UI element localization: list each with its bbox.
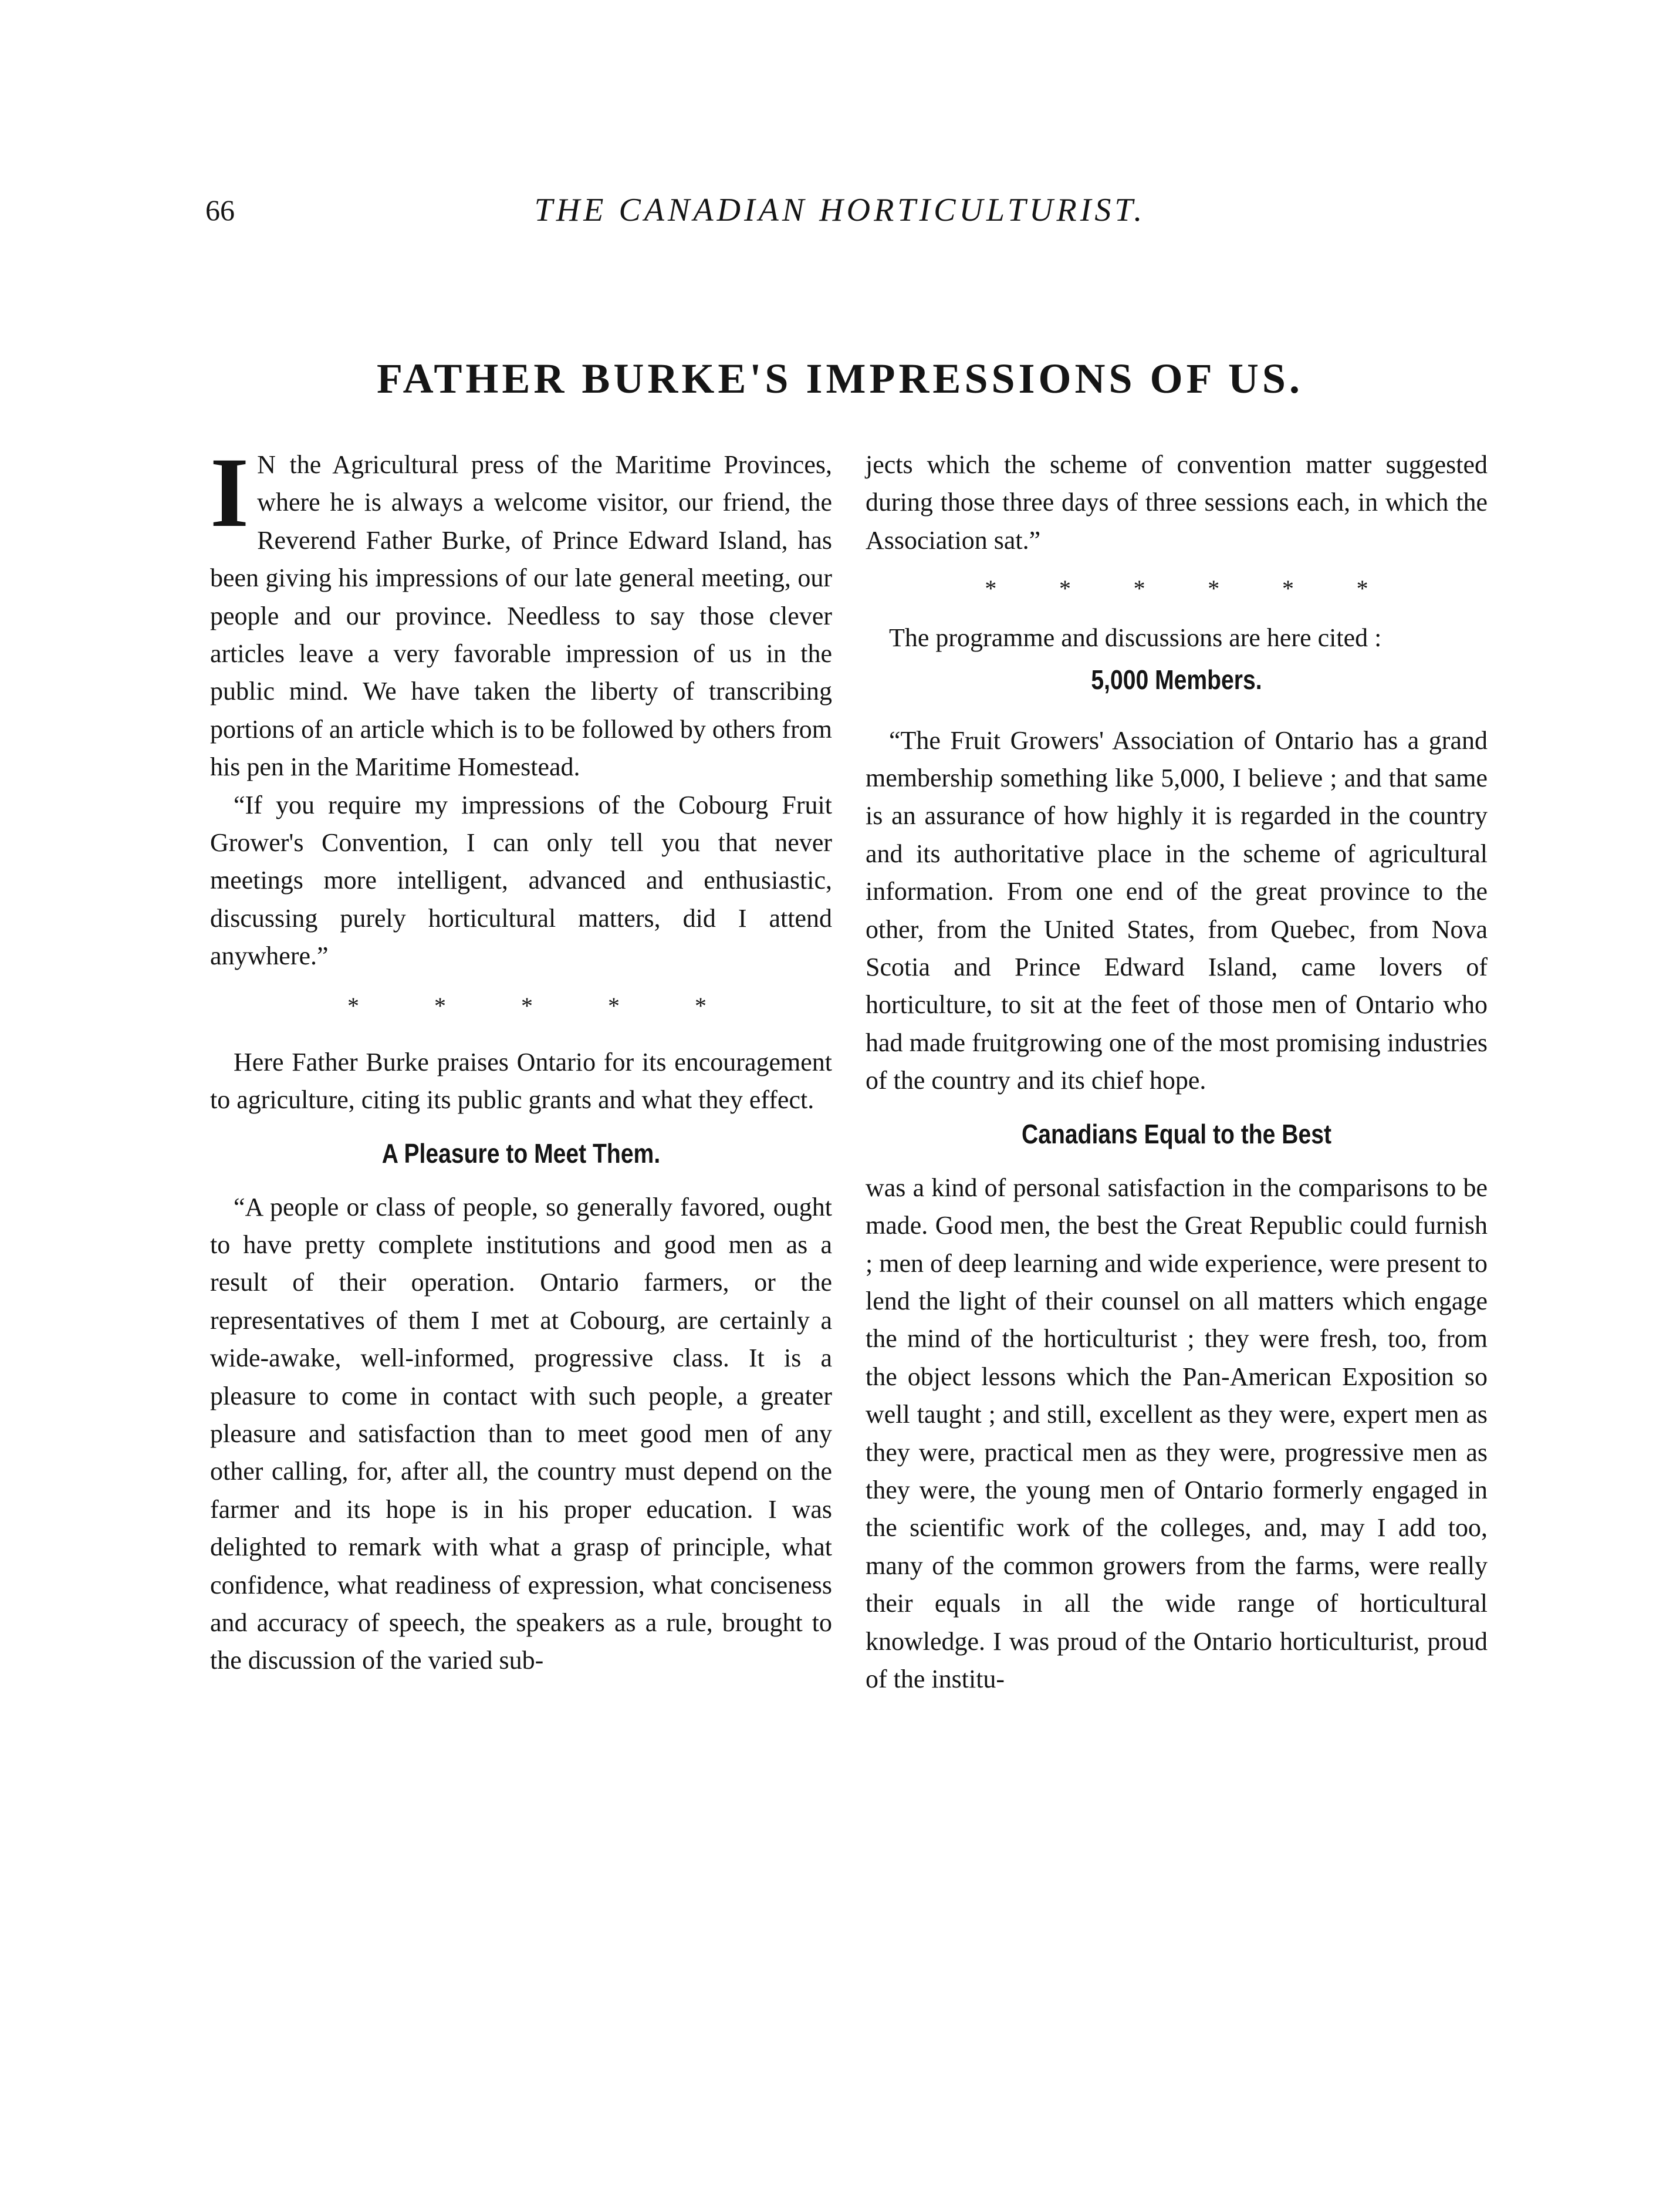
section-break: [310, 988, 744, 1024]
right-column: [866, 446, 1488, 1698]
summary-paragraph: Here Father Burke praises Ontario for its encouragement to agriculture, citing its public grants and what they effect.: [210, 1047, 832, 1115]
subheading: Canadians Equal to the Best: [1022, 1118, 1331, 1149]
asterism-star: *: [1059, 575, 1071, 602]
asterism-star: *: [1208, 575, 1220, 602]
continued-paragraph: jects which the scheme of convention matter suggested during those three days of three sessions each, in which the Association sat.”: [866, 450, 1488, 555]
asterism-star: *: [985, 575, 997, 602]
section-break: [954, 571, 1400, 606]
asterism-star: *: [695, 992, 707, 1019]
asterism-star: *: [521, 992, 533, 1019]
article-title: FATHER BURKE'S IMPRESSIONS OF US.: [377, 355, 1303, 402]
asterism-star: *: [1282, 575, 1294, 602]
drop-cap-continuation: N: [257, 450, 277, 479]
asterism-star: *: [1133, 575, 1145, 602]
opening-paragraph: [210, 437, 832, 787]
asterism-star: *: [1356, 575, 1368, 602]
body-paragraph: “A people or class of people, so generally favored, ought to have pretty complete institutions and good men as a result of their operation. Ontario farmers, or the representatives of them I met at Cobourg, are certainly a wide-awake, well-informed, progressive class. It is a pleasure to come in contact with such people, a greater pleasure and satisfaction than to meet good men of any other calling, for, after all, the country must depend on the farmer and its hope is in his proper education. I was delighted to remark with what a grasp of principle, what confidence, what readiness of expression, what conciseness and accuracy of speech, the speakers as a rule, brought to the discussion of the varied sub-: [210, 1192, 832, 1675]
asterism-star: *: [434, 992, 446, 1019]
asterism-star: *: [608, 992, 620, 1019]
subheading: 5,000 Members.: [1091, 664, 1262, 695]
body-paragraph: was a kind of personal satisfaction in the comparisons to be made. Good men, the best the Great Republic could furnish ; men of deep learning and wide experience, were present to lend the light of their counsel on all matters which engage the mind of the horticulturist ; they were fresh, too, from the object lessons which the Pan-American Exposition so well taught ; and still, excellent as they were, expert men as they were, practical men as they were, progressive men as they were, the young men of Ontario formerly engaged in the scientific work of the colleges, and, may I add too, many of the common growers from the farms, were really their equals in all the wide range of horticultural knowledge. I was proud of the Ontario horticulturist, proud of the institu-: [866, 1173, 1488, 1693]
running-head: [0, 187, 1680, 234]
subheading: A Pleasure to Meet Them.: [381, 1138, 661, 1169]
page-number: 66: [205, 194, 235, 227]
body-paragraph: “The Fruit Growers' Association of Ontario has a grand membership something like 5,000, I believe ; and that same is an assurance of how highly it is regarded in the country and its authoritative place in the scheme of agricultural information. From one end of the great province to the other, from the United States, from Quebec, from Nova Scotia and Prince Edward Island, came lovers of horticulture, to sit at the feet of those men of Ontario who had made fruitgrowing one of the most promising industries of the country and its chief hope.: [866, 725, 1488, 1095]
asterism-star: *: [347, 992, 359, 1019]
quote-paragraph: “If you require my impressions of the Cobourg Fruit Grower's Convention, I can only tell you that never meetings more intelligent, advanced and enthusiastic, discussing purely horticultural matters, did I attend anywhere.”: [210, 790, 832, 971]
journal-title: THE CANADIAN HORTICULTURIST.: [534, 192, 1146, 228]
left-column: [210, 437, 832, 1680]
intro-paragraph: The programme and discussions are here cited :: [889, 623, 1382, 653]
opening-paragraph-text: the Agricultural press of the Maritime Provinces, where he is always a welcome visitor, our friend, the Reverend Father Burke, of Prince Edward Island, has been giving his impressions of our late general meeting, our people and our province. Needless to say those clever articles leave a very favorable impression of us in the public mind. We have taken the liberty of transcribing portions of an article which is to be followed by others from his pen in the Maritime Homestead.: [210, 450, 832, 782]
drop-cap: I: [210, 437, 249, 548]
